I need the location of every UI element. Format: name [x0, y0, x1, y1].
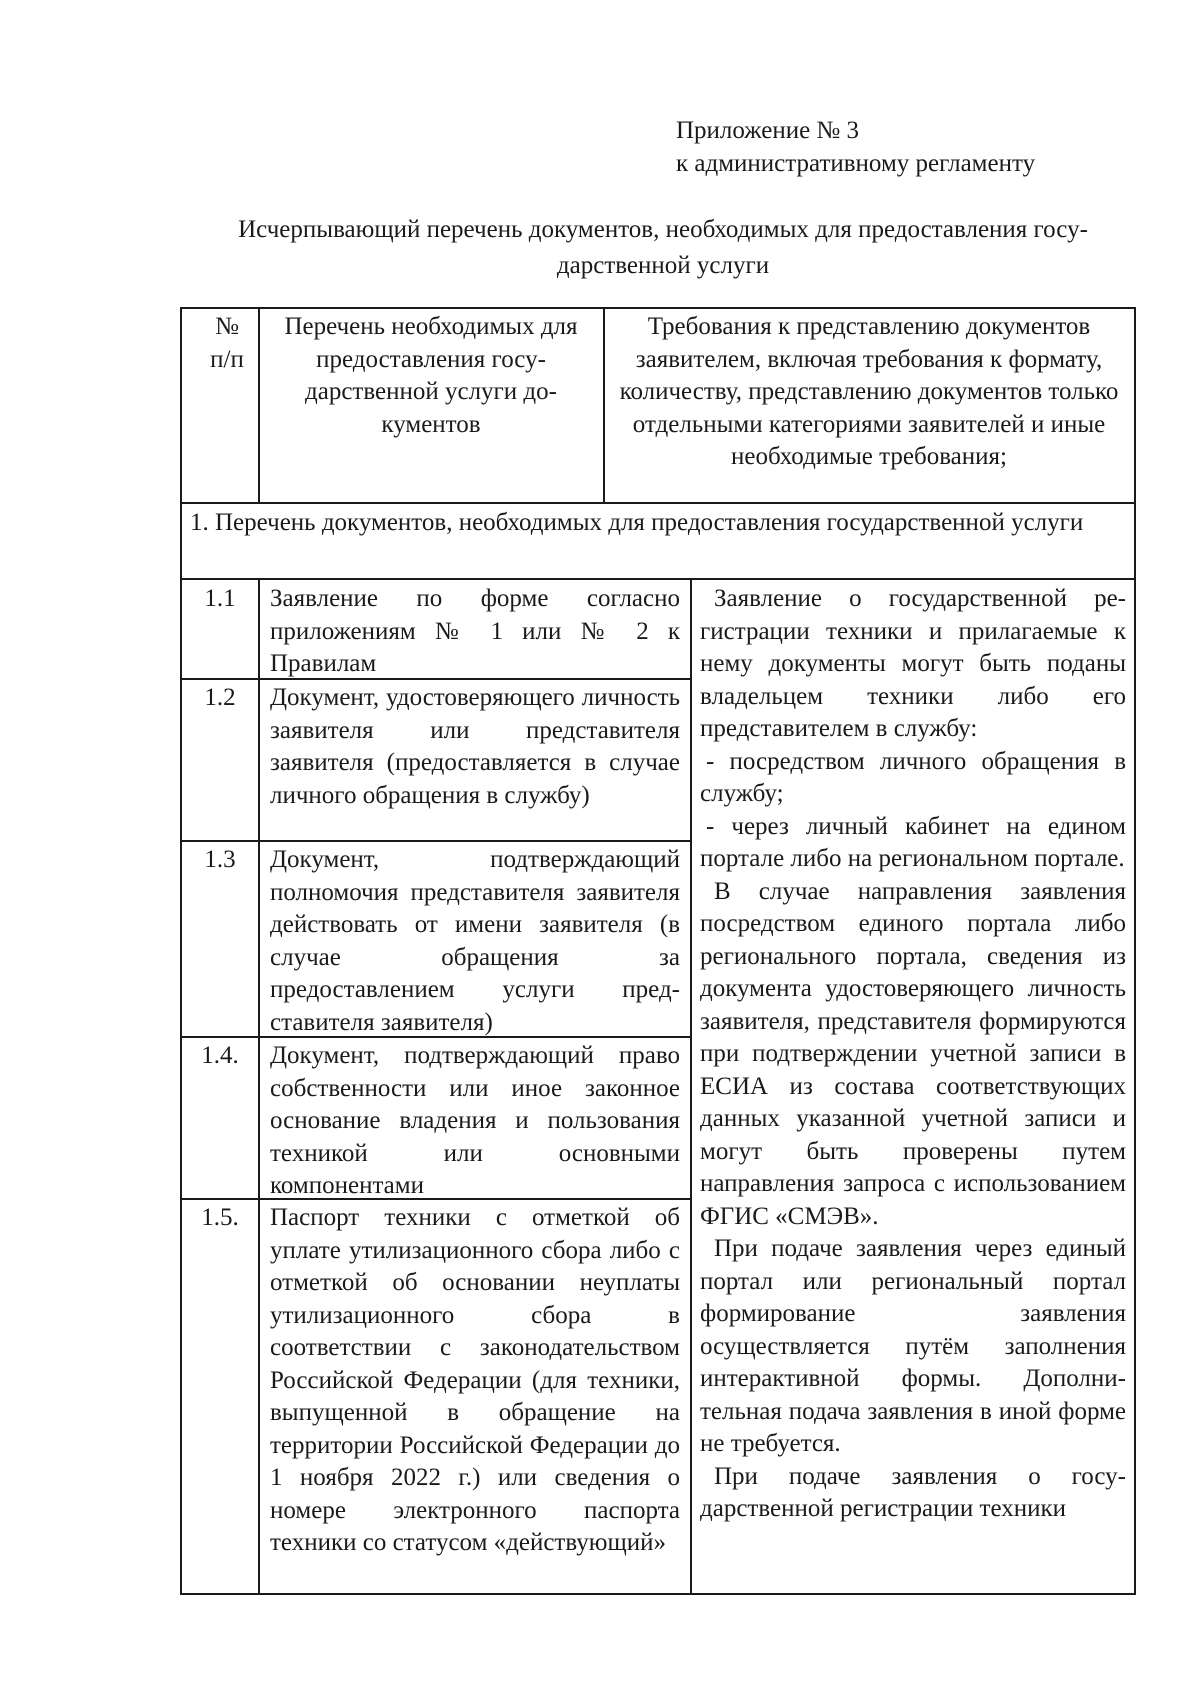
- row-rule-2: [180, 840, 692, 842]
- requirements-paragraph: При подаче заявления через единый портал или региональный портал формирование заявления осуществляется путём заполнения интерактивной формы. Дополнительная подача заявления в иной форме не требуется.: [700, 1235, 1126, 1457]
- header-number: № п/п: [210, 313, 244, 373]
- row-number: 1.5.: [201, 1204, 239, 1231]
- row-document: Паспорт техники с отметкой об уплате утилизационного сбора либо с отметкой об основании неуплаты утилизационного сбора в соответствии с законодательством Российской Федерации (для техники, выпущенной в обращение на территории Российской Федерации до 1 ноября 2022 г.) или сведения о номере электронного паспорта техники со статусом «действующий»: [270, 1204, 680, 1556]
- appendix-caption: [676, 114, 1035, 180]
- requirements-paragraph: - посредством личного обращения в службу;: [700, 747, 1126, 807]
- appendix-number: Приложение № 3: [676, 117, 860, 144]
- section-bottom-rule: [180, 578, 1136, 580]
- header-divider-2: [603, 307, 605, 503]
- header-bottom-rule: [180, 502, 1136, 504]
- row-document: Документ, подтверждающий полномочия представителя заявителя действовать от имени заявителя (в случае обращения за предоставлением услуги представителя заявителя): [270, 846, 680, 1036]
- row-document: Документ, удостоверяющего личность заявителя или представителя заявителя (предоставляется в случае личного обращения в службу): [270, 684, 680, 809]
- requirements-paragraph: - через личный кабинет на едином портале либо на региональном портале.: [700, 812, 1126, 872]
- table-border-top: [180, 307, 1136, 309]
- requirements-paragraph: В случае направления заявления посредством единого портала либо регионального портала, сведения из документа удостоверяющего личность заявителя, представителя формируются при подтверждении учетной записи в ЕСИА из состава соответствующих данных указанной учетной записи и могут быть проверены путем направления запроса с использованием ФГИС «СМЭВ».: [700, 877, 1126, 1230]
- documents-table: [180, 307, 1136, 1595]
- requirements-text: [692, 583, 1134, 1526]
- appendix-reference: к административному регламенту: [676, 150, 1036, 177]
- header-requirements: Требования к представлению документов заявителем, включая требования к формату, количеству, представлению документов только отдельными категориями заявителей и иные необходимые требования;: [619, 313, 1119, 470]
- row-number: 1.1: [204, 585, 236, 612]
- table-border-bottom: [180, 1593, 1136, 1595]
- header-documents: Перечень необходимых для предоставления государственной услуги документов: [284, 313, 578, 438]
- row-number: 1.2: [204, 684, 236, 711]
- body-divider-1: [258, 579, 260, 1595]
- document-title: Исчерпывающий перечень документов, необходимых для предоставления государственной услуги: [238, 216, 1088, 279]
- row-document: Документ, подтверждающий право собственности или иное законное основание владения и пользования техникой или основными компонентами: [270, 1042, 680, 1199]
- header-divider-1: [258, 307, 260, 503]
- table-border-right: [1134, 307, 1136, 1595]
- requirements-paragraph: Заявление о государственной регистрации техники и прилагаемые к нему документы могут быть поданы владельцем техники либо его представителем в службу:: [700, 585, 1126, 742]
- row-document: Заявление по форме согласно приложениям № 1 или № 2 к Правилам: [270, 585, 680, 677]
- section-heading: 1. Перечень документов, необходимых для предоставления государственной услуги: [190, 509, 1084, 536]
- requirements-paragraph: При подаче заявления о государственной регистрации техники: [700, 1462, 1126, 1522]
- row-number: 1.3: [204, 846, 236, 873]
- table-border-left: [180, 307, 182, 1595]
- row-number: 1.4.: [201, 1042, 239, 1069]
